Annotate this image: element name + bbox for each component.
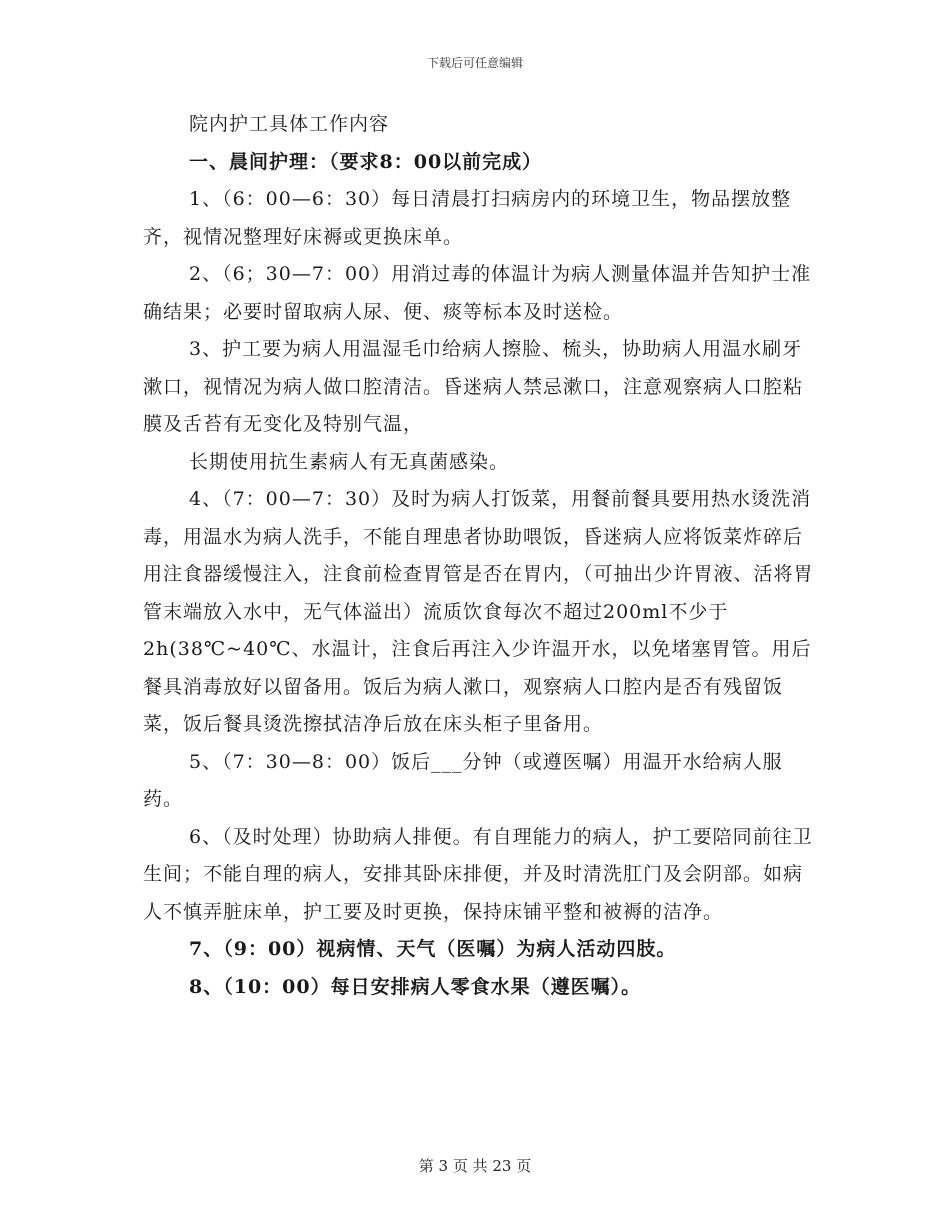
paragraph-item-1: 1、（6：00—6：30）每日清晨打扫病房内的环境卫生，物品摆放整齐，视情况整理好床褥或更换床单。	[143, 188, 792, 248]
paragraph-item-5: 5、（7：30—8：00）饭后___分钟（或遵医嘱）用温开水给病人服药。	[143, 750, 783, 810]
paragraph-item-3-continued: 长期使用抗生素病人有无真菌感染。	[189, 450, 510, 473]
document-body	[143, 106, 815, 1006]
page-number: 第 3 页 共 23 页	[418, 1157, 532, 1175]
paragraph-item-8: 8、（10：00）每日安排病人零食水果（遵医嘱）。	[189, 975, 642, 998]
paragraph-item-7: 7、（9：00）视病情、天气（医嘱）为病人活动四肢。	[189, 938, 677, 960]
page-header-note: 下载后可任意编辑	[426, 56, 523, 70]
section-heading: 一、晨间护理：（要求8：00以前完成）	[189, 150, 543, 173]
document-title: 院内护工具体工作内容	[189, 113, 390, 135]
paragraph-item-2: 2、（6；30—7：00）用消过毒的体温计为病人测量体温并告知护士准确结果；必要时留取病人尿、便、痰等标本及时送检。	[143, 263, 812, 323]
paragraph-item-4: 4、（7：00—7：30）及时为病人打饭菜，用餐前餐具要用热水烫洗消毒，用温水为病人洗手，不能自理患者协助喂饭，昏迷病人应将饭菜炸碎后用注食器缓慢注入，注食前检查胃管是否在胃内，（可抽出少许胃液、活将胃管末端放入水中，无气体溢出）流质饮食每次不超过200ml不少于2h(38℃~40℃、水温计，注食后再注入少许温开水，以免堵塞胃管。用后餐具消毒放好以留备用。饭后为病人漱口，观察病人口腔内是否有残留饭菜，饭后餐具烫洗擦拭洁净后放在床头柜子里备用。	[143, 488, 814, 735]
paragraph-item-6: 6、（及时处理）协助病人排便。有自理能力的病人，护工要陪同前往卫生间；不能自理的病人，安排其卧床排便，并及时清洗肛门及会阴部。如病人不慎弄脏床单，护工要及时更换，保持床铺平整和被褥的洁净。	[143, 825, 813, 923]
paragraph-item-3: 3、护工要为病人用温湿毛巾给病人擦脸、梳头，协助病人用温水刷牙漱口，视情况为病人做口腔清洁。昏迷病人禁忌漱口，注意观察病人口腔粘膜及舌苔有无变化及特别气温，	[143, 338, 804, 435]
